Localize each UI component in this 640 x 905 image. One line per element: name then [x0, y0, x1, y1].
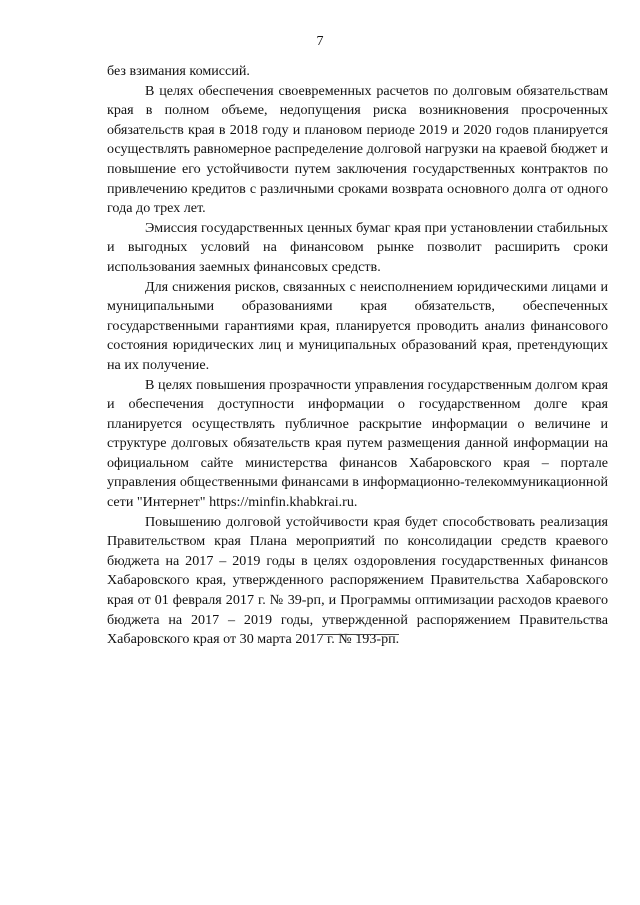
document-body [107, 62, 608, 650]
paragraph-debt-settlement: В целях обеспечения своевременных расчетов по долговым обязательствам края в полном объеме, недопущения риска возникновения просроченных обязательств края в 2018 году и плановом периоде 2019 и 2020 годов планируется осуществлять равномерное распределение долговой нагрузки на краевой бюджет и повышение его устойчивости путем заключения государственных контрактов по привлечению кредитов с различными сроками возврата основного долга от одного года до трех лет. [107, 82, 608, 217]
paragraph-risk-reduction: Для снижения рисков, связанных с неисполнением юридическими лицами и муниципальными образованиями края обязательств, обеспеченных государственными гарантиями края, планируется проводить анализ финансового состояния юридических лиц и муниципальных образований края, претендующих на их получение. [107, 278, 608, 373]
paragraph-transparency: В целях повышения прозрачности управления государственным долгом края и обеспечения доступности информации о государственном долге края планируется осуществлять публичное раскрытие информации о величине и структуре долговых обязательств края путем размещения данной информации на официальном сайте министерства финансов Хабаровского края – портале управления общественными финансами в информационно-телекоммуникационной сети "Интернет" https://minfin.khabkrai.ru. [107, 376, 608, 511]
paragraph-continuation: без взимания комиссий. [107, 63, 250, 79]
end-divider [317, 634, 399, 635]
page-number: 7 [316, 34, 324, 49]
paragraph-securities-emission: Эмиссия государственных ценных бумаг края при установлении стабильных и выгодных условий на финансовом рынке позволит расширить сроки использования заемных финансовых средств. [107, 219, 608, 275]
paragraph-debt-sustainability: Повышению долговой устойчивости края будет способствовать реализация Правительством края Плана мероприятий по консолидации средств краевого бюджета на 2017 – 2019 годы в целях оздоровления государственных финансов Хабаровского края, утвержденного распоряжением Правительства Хабаровского края от 01 февраля 2017 г. № 39-рп, и Программы оптимизации расходов краевого бюджета на 2017 – 2019 годы, утвержденной распоряжением Правительства Хабаровского края от 30 марта 2017 г. № 193-рп. [107, 513, 608, 648]
